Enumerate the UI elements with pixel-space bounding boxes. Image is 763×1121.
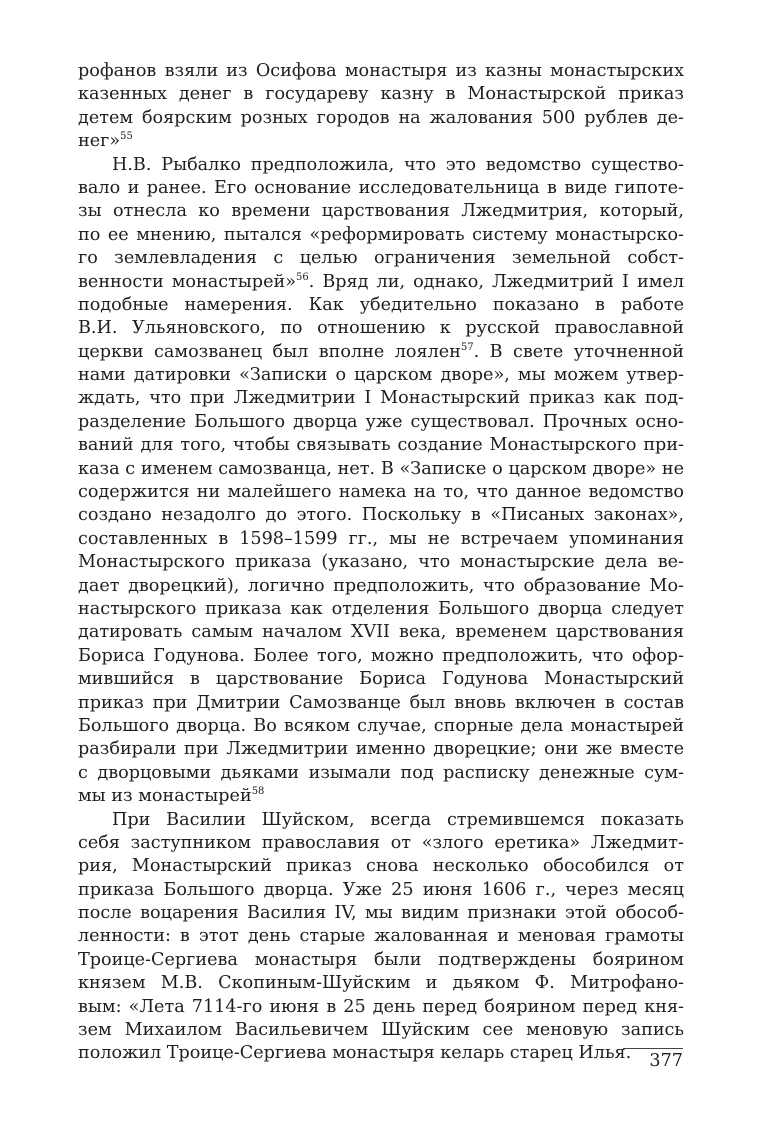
text-line (78, 645, 684, 668)
text-line (78, 458, 684, 481)
text-line (78, 762, 684, 785)
text-line (78, 785, 684, 808)
line-text: нами датировки «Записки о царском дворе», мы можем утвер- (78, 365, 684, 386)
text-line (78, 528, 684, 551)
text-line (78, 715, 684, 738)
line-text: мы из монастырей (78, 786, 252, 807)
text-line (78, 832, 684, 855)
line-text: мившийся в царствование Бориса Годунова Монастырский (78, 669, 684, 690)
footnote-ref: 56 (295, 271, 309, 283)
line-text: ленности: в этот день старые жалованная и меновая грамоты (78, 926, 684, 947)
text-line (78, 154, 684, 177)
text-line (78, 364, 684, 387)
line-text: приказ при Дмитрии Самозванце был вновь включен в состав (78, 692, 684, 713)
text-line (78, 855, 684, 878)
paragraph (78, 154, 684, 809)
line-text: князем М.В. Скопиным-Шуйским и дьяком Ф. Митрофано- (78, 973, 684, 994)
line-text: вым: «Лета 7114-го июня в 25 день перед боярином перед кня- (78, 996, 684, 1017)
line-text: Бориса Годунова. Более того, можно предположить, что офор- (78, 645, 684, 666)
line-text: разбирали при Лжедмитрии именно дворецкие; они же вместе (78, 739, 684, 760)
footnote-ref: 58 (251, 786, 265, 798)
line-text: При Василии Шуйском, всегда стремившемся показать (112, 809, 684, 830)
text-line (78, 1019, 684, 1042)
line-text: Монастырского приказа (указано, что монастырские дела ве- (78, 552, 684, 573)
line-text: положил Троице-Сергиева монастыря келарь старец Илья. (78, 1043, 632, 1064)
line-text: В.И. Ульяновского, по отношению к русской православной (78, 318, 684, 339)
text-line (78, 902, 684, 925)
line-text: церкви самозванец был вполне лоялен (78, 341, 461, 362)
line-text: настырского приказа как отделения Большого дворца следует (78, 598, 684, 619)
line-text: Н.В. Рыбалко предположила, что это ведомство существо- (112, 154, 684, 175)
line-text: Большого дворца. Во всяком случае, спорные дела монастырей (78, 715, 684, 736)
line-text: нег» (78, 131, 121, 152)
line-text: го землевладения с целью ограничения земельной собст- (78, 248, 684, 269)
footnote-ref: 55 (120, 131, 133, 143)
line-text: составленных в 1598–1599 гг., мы не встречаем упоминания (78, 528, 684, 549)
text-line (78, 434, 684, 457)
line-text: зы отнесла ко времени царствования Лжедмитрия, который, (78, 201, 684, 222)
line-text: по ее мнению, пытался «реформировать систему монастырско- (78, 224, 684, 245)
line-text: ждать, что при Лжедмитрии I Монастырский приказ как под- (78, 388, 684, 409)
text-line (78, 60, 684, 83)
text-line (78, 83, 684, 106)
line-text: с дворцовыми дьяками изымали под расписку денежные сум- (78, 762, 684, 783)
line-text: зем Михаилом Васильевичем Шуйским сее меновую запись (78, 1020, 684, 1041)
line-text: ваний для того, чтобы связывать создание Монастырского при- (78, 435, 684, 456)
paragraph (78, 809, 684, 1066)
text-line (78, 668, 684, 691)
line-text: подобные намерения. Как убедительно показано в работе (78, 294, 684, 315)
line-text: создано незадолго до этого. Поскольку в «Писаных законах», (78, 505, 684, 526)
paragraph (78, 60, 684, 154)
page-number-rule (623, 1048, 683, 1049)
line-text: приказа Большого дворца. Уже 25 июня 1606 г., через месяц (78, 879, 684, 900)
line-text: вало и ранее. Его основание исследовательница в виде гипоте- (78, 177, 684, 198)
line-text: после воцарения Василия IV, мы видим признаки этой обособ- (78, 903, 684, 924)
text-line (78, 738, 684, 761)
text-line (78, 925, 684, 948)
line-text: датировать самым началом XVII века, временем царствования (78, 622, 684, 643)
line-text: каза с именем самозванца, нет. В «Записке о царском дворе» не (78, 458, 684, 479)
page-text-body (78, 60, 684, 1066)
line-text: детем боярским розных городов на жалования 500 рублев де- (78, 107, 684, 128)
text-line (78, 504, 684, 527)
text-line (78, 294, 684, 317)
text-line (78, 107, 684, 130)
text-line (78, 271, 684, 294)
text-line (78, 224, 684, 247)
line-text: венности монастырей» (78, 271, 296, 292)
text-line (78, 411, 684, 434)
line-text: казенных денег в государеву казну в Монастырской приказ (78, 84, 684, 105)
text-line (78, 575, 684, 598)
line-text: рия, Монастырский приказ снова несколько обособился от (78, 856, 684, 877)
text-line (78, 1042, 684, 1065)
line-text-after-footnote: . Вряд ли, однако, Лжедмитрий I имел (308, 271, 684, 292)
text-line (78, 692, 684, 715)
text-line (78, 481, 684, 504)
line-text-after-footnote: . В свете уточненной (473, 341, 684, 362)
text-line (78, 200, 684, 223)
text-line (78, 996, 684, 1019)
line-text: Троице-Сергиева монастыря были подтверждены боярином (78, 949, 684, 970)
text-line (78, 551, 684, 574)
text-line (78, 949, 684, 972)
page-number: 377 (649, 1051, 683, 1071)
line-text: дает дворецкий), логично предположить, что образование Мо- (78, 575, 684, 596)
text-line (78, 247, 684, 270)
text-line (78, 130, 684, 153)
text-line (78, 809, 684, 832)
text-line (78, 598, 684, 621)
text-line (78, 621, 684, 644)
line-text: себя заступником православия от «злого еретика» Лжедмит- (78, 832, 684, 853)
text-line (78, 177, 684, 200)
line-text: содержится ни малейшего намека на то, что данное ведомство (78, 482, 684, 503)
text-line (78, 317, 684, 340)
line-text: рофанов взяли из Осифова монастыря из казны монастырских (78, 61, 684, 81)
text-line (78, 387, 684, 410)
text-line (78, 972, 684, 995)
text-line (78, 341, 684, 364)
text-line (78, 879, 684, 902)
line-text: разделение Большого дворца уже существовал. Прочных осно- (78, 411, 684, 432)
footnote-ref: 57 (460, 341, 474, 353)
